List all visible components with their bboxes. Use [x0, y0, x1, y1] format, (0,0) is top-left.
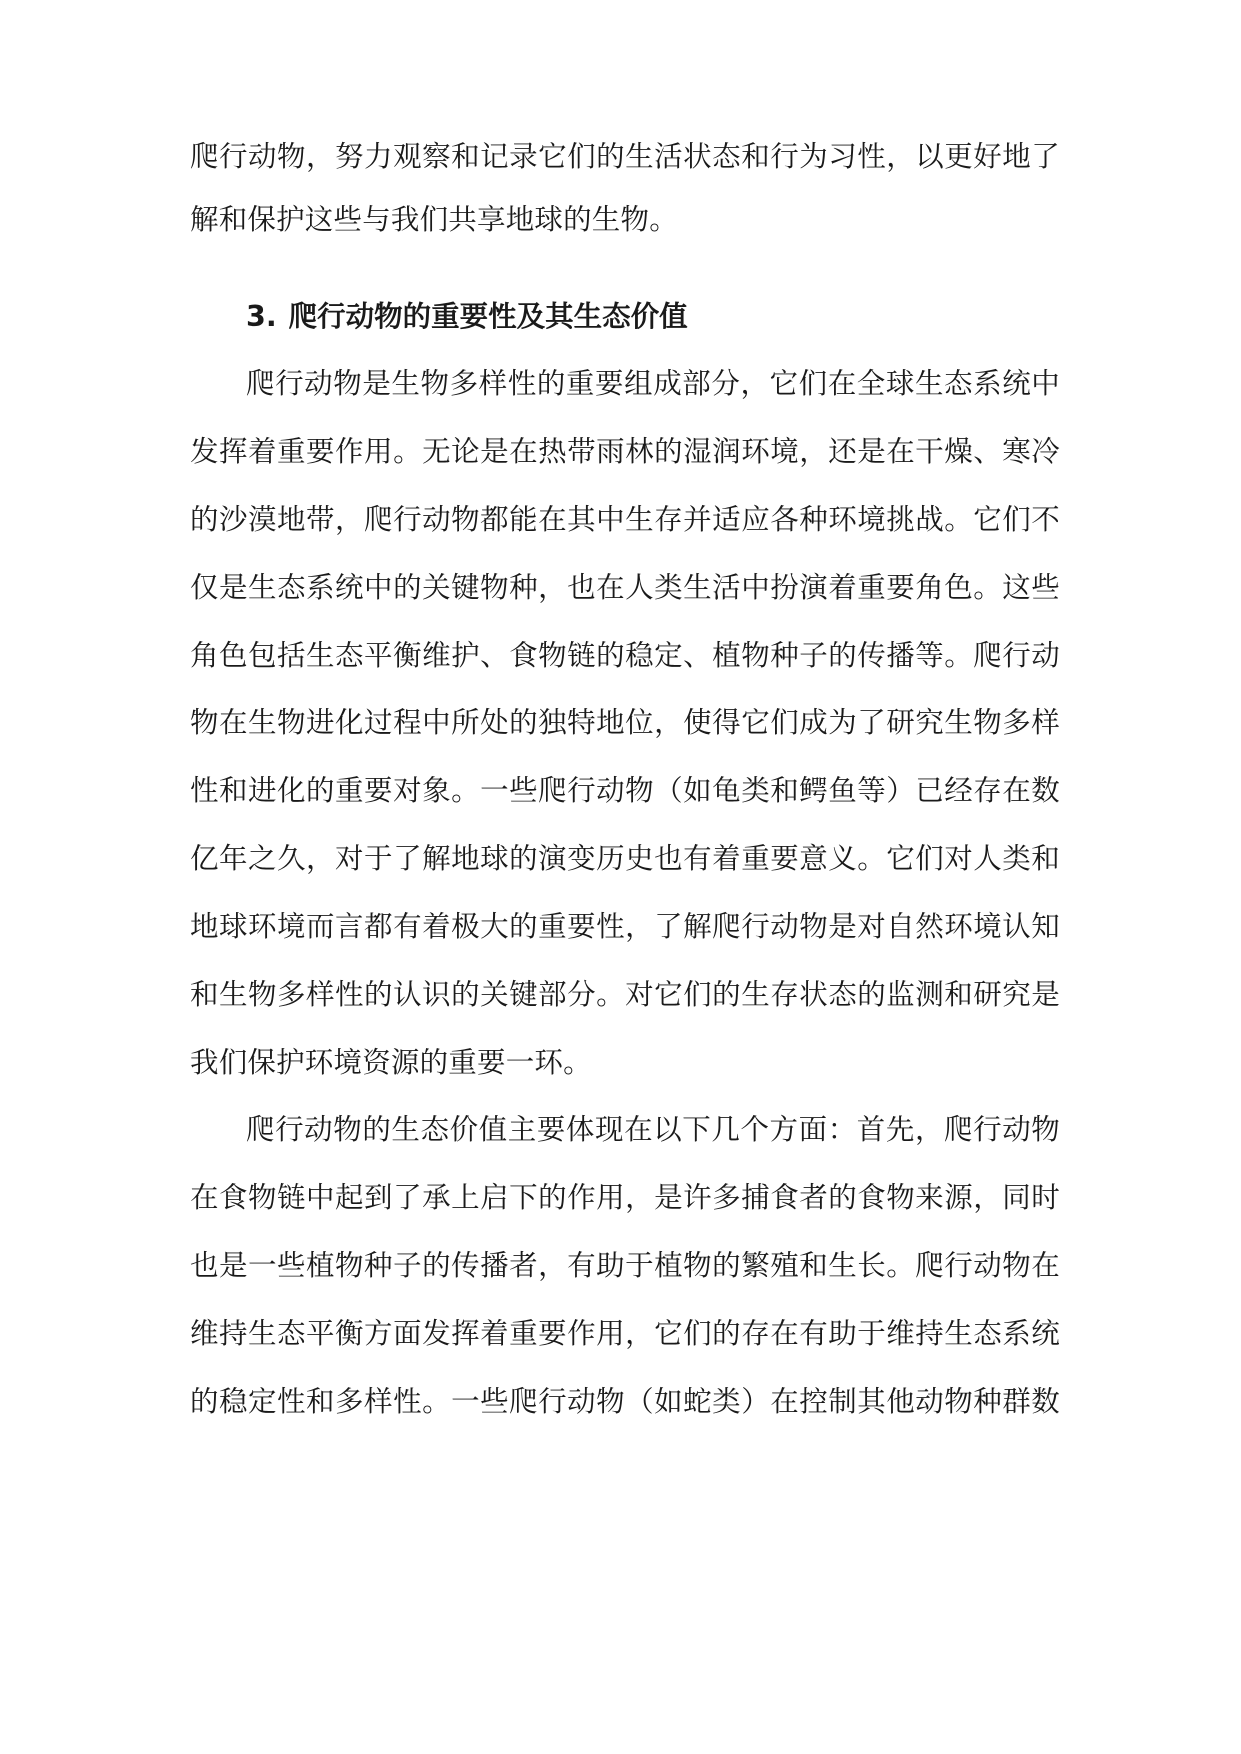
- paragraph1-line-4: 仅是生态系统中的关键物种，也在人类生活中扮演着重要角色。这些: [190, 571, 1060, 604]
- intro-line-1: 爬行动物，努力观察和记录它们的生活状态和行为习性，以更好地了: [190, 140, 1060, 173]
- paragraph2-line-5: 的稳定性和多样性。一些爬行动物（如蛇类）在控制其他动物种群数: [190, 1385, 1060, 1418]
- paragraph1-line-1: 爬行动物是生物多样性的重要组成部分，它们在全球生态系统中: [246, 367, 1060, 400]
- paragraph1-line-3: 的沙漠地带，爬行动物都能在其中生存并适应各种环境挑战。它们不: [190, 503, 1060, 536]
- paragraph1-line-11: 我们保护环境资源的重要一环。: [190, 1046, 592, 1079]
- paragraph2-line-2: 在食物链中起到了承上启下的作用，是许多捕食者的食物来源，同时: [190, 1181, 1060, 1214]
- paragraph1-line-10: 和生物多样性的认识的关键部分。对它们的生存状态的监测和研究是: [190, 978, 1060, 1011]
- paragraph1-line-6: 物在生物进化过程中所处的独特地位，使得它们成为了研究生物多样: [190, 706, 1060, 739]
- section-heading: [246, 296, 688, 336]
- paragraph1-line-9: 地球环境而言都有着极大的重要性，了解爬行动物是对自然环境认知: [190, 910, 1060, 943]
- paragraph1-line-2: 发挥着重要作用。无论是在热带雨林的湿润环境，还是在干燥、寒冷: [190, 435, 1060, 468]
- section-number: 3.: [246, 300, 277, 333]
- paragraph2-line-4: 维持生态平衡方面发挥着重要作用，它们的存在有助于维持生态系统: [190, 1317, 1060, 1350]
- paragraph1-line-8: 亿年之久，对于了解地球的演变历史也有着重要意义。它们对人类和: [190, 842, 1060, 875]
- section-title: 爬行动物的重要性及其生态价值: [288, 299, 688, 333]
- intro-line-2: 解和保护这些与我们共享地球的生物。: [190, 203, 678, 236]
- paragraph2-line-1: 爬行动物的生态价值主要体现在以下几个方面：首先，爬行动物: [246, 1113, 1060, 1146]
- paragraph2-line-3: 也是一些植物种子的传播者，有助于植物的繁殖和生长。爬行动物在: [190, 1249, 1060, 1282]
- paragraph1-line-7: 性和进化的重要对象。一些爬行动物（如龟类和鳄鱼等）已经存在数: [190, 774, 1060, 807]
- paragraph1-line-5: 角色包括生态平衡维护、食物链的稳定、植物种子的传播等。爬行动: [190, 639, 1060, 672]
